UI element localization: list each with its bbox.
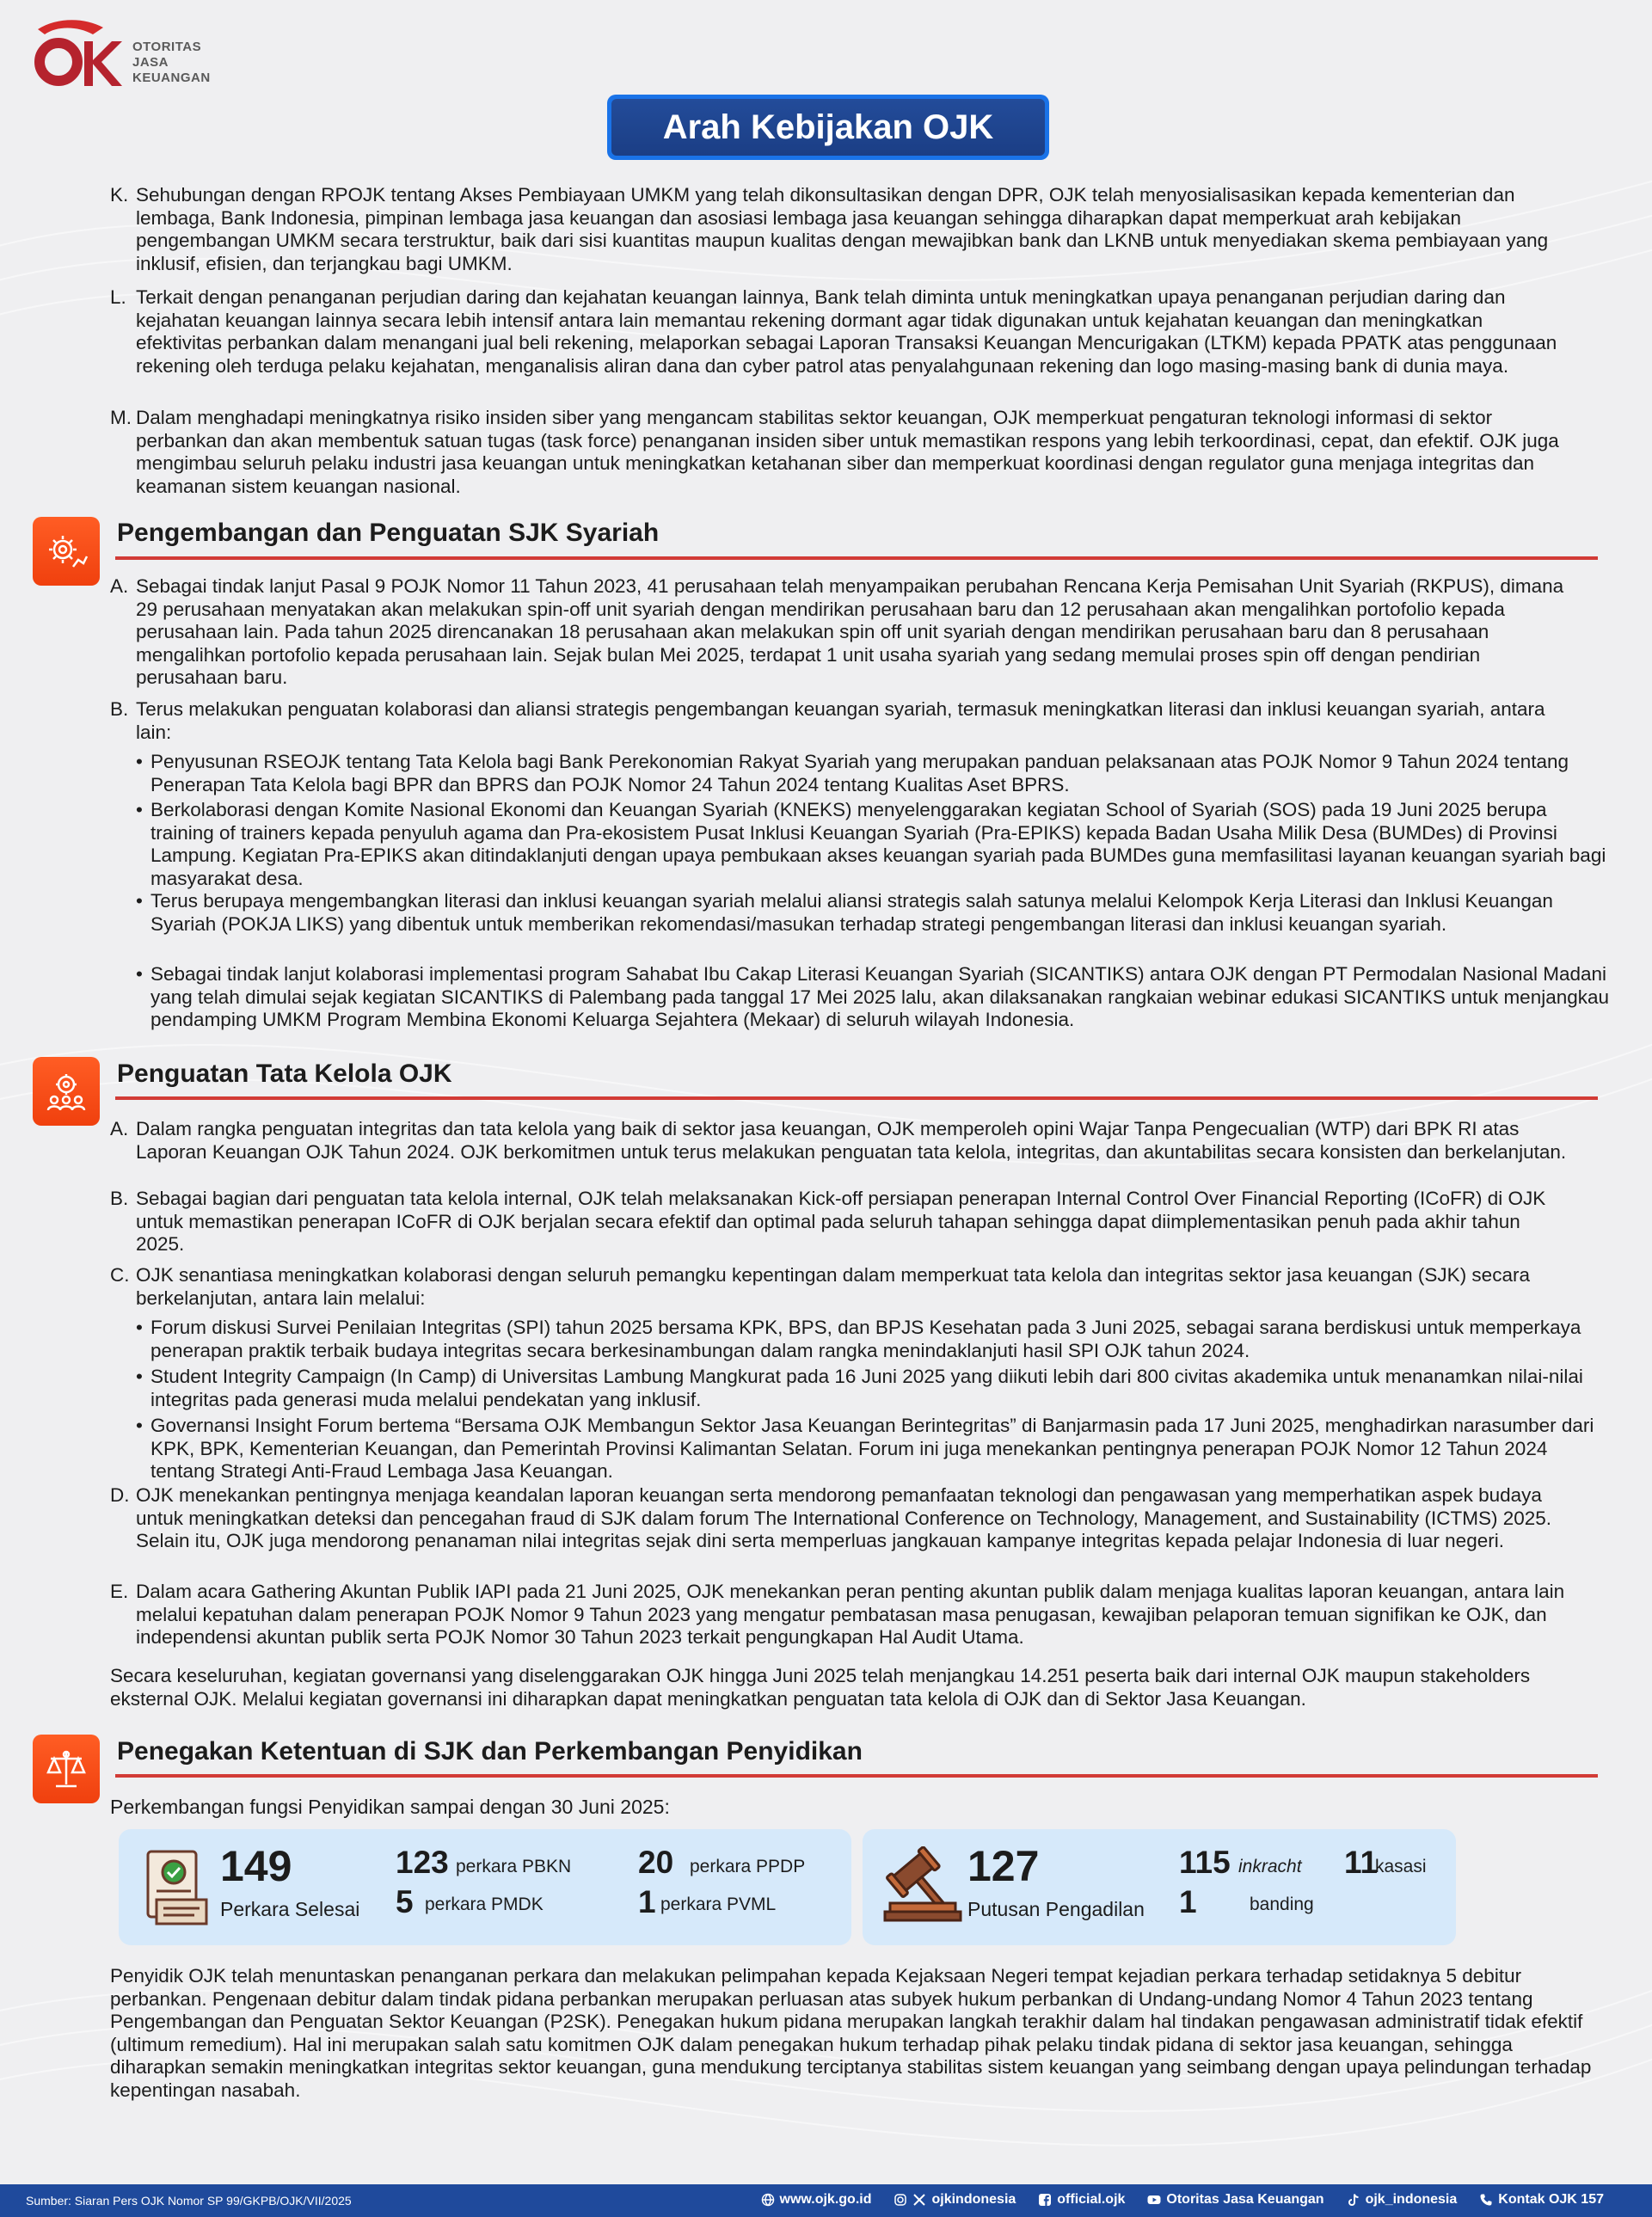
item-letter: B. [110,698,129,720]
item-text: OJK menekankan pentingnya menjaga keandalan laporan keuangan serta mendorong pemanfaatan teknologi dan pengawasan yang memperhatikan aspek budaya untuk meningkatkan deteksi dan pencegahan fraud di SJK dalam forum The International Conference on Technology, Management, and Sustainability (ICTMS) 2025. Selain itu, OJK juga mendorong penanaman nilai integritas sejak dini serta memperluas jangkauan kampanye integritas kepada pelajar Indonesia di luar negeri. [136,1484,1551,1551]
bullet-text: Governansi Insight Forum bertema “Bersama OJK Membangun Sektor Jasa Keuangan Berintegritas” di Banjarmasin pada 17 Juni 2025, menghadirkan narasumber dari KPK, BPK, Kementerian Keuangan, dan Pemerintah Provinsi Kalimantan Selatan. Forum ini juga menekankan pentingnya penerapan POJK Nomor 12 Tahun 2024 tentang Strategi Anti-Fraud Lembaga Jasa Keuangan. [150,1415,1594,1482]
footer-social-x-link[interactable]: ojkindonesia [894,2192,1016,2208]
section-title-penegakan: Penegakan Ketentuan di SJK dan Perkembangan Penyidikan [117,1737,863,1766]
law-scale-icon [33,1735,100,1803]
stats-card-perkara [119,1829,851,1945]
logo-line-3: KEUANGAN [132,71,211,85]
footer-website-link[interactable]: www.ojk.go.id [761,2192,872,2208]
list-item-b [110,698,1572,744]
item-text: Terus melakukan penguatan kolaborasi dan aliansi strategis pengembangan keuangan syariah, termasuk meningkatkan literasi dan inklusi keuangan syariah, antara lain: [136,698,1545,743]
item-letter: A. [110,575,129,597]
sharia-growth-icon [33,517,100,586]
stat-kasasi-value: 11 [1344,1845,1379,1880]
facebook-icon [1038,2193,1052,2207]
section-title-tata-kelola: Penguatan Tata Kelola OJK [117,1059,452,1088]
item-letter: M. [110,407,132,428]
logo-line-2: JASA [132,55,169,70]
list-item-c [110,1264,1572,1310]
list-item-b [110,1188,1572,1256]
section-divider [115,1096,1598,1100]
footer-source: Sumber: Siaran Pers OJK Nomor SP 99/GKPB/OJK/VII/2025 [26,2194,352,2208]
governance-icon [33,1057,100,1126]
item-letter: E. [110,1581,129,1602]
list-item-m [110,407,1572,498]
x-icon [912,2193,926,2207]
page-title: Arah Kebijakan OJK [611,99,1045,156]
bullet-item: • Governansi Insight Forum bertema “Bersama OJK Membangun Sektor Jasa Keuangan Berintegritas” di Banjarmasin pada 17 Juni 2025, menghadirkan narasumber dari KPK, BPK, Kementerian Keuangan, dan Pemerintah Provinsi Kalimantan Selatan. Forum ini juga menekankan pentingnya penerapan POJK Nomor 12 Tahun 2024 tentang Strategi Anti-Fraud Lembaga Jasa Keuangan. [136,1415,1611,1483]
putusan-pengadilan-label: Putusan Pengadilan [967,1898,1145,1920]
list-item-k [110,184,1572,275]
stat-banding-label: banding [1250,1895,1314,1914]
stat-pbkn-label: perkara PBKN [456,1857,572,1876]
item-letter: B. [110,1188,129,1209]
stat-inkracht-value: 115 [1179,1845,1231,1880]
bullet-item: • Sebagai tindak lanjut kolaborasi implementasi program Sahabat Ibu Cakap Literasi Keuangan Syariah (SICANTIKS) antara OJK dengan PT Permodalan Nasional Madani yang telah dimulai sejak kegiatan SICANTIKS di Palembang pada tanggal 17 Mei 2025 lalu, akan dilaksanakan rangkaian webinar edukasi SICANTIKS untuk menjangkau pendamping UMKM Program Membina Ekonomi Keluarga Sejahtera (Mekaar) di seluruh wilayah Indonesia. [136,963,1610,1030]
investigation-closing: Penyidik OJK telah menuntaskan penanganan perkara dan melakukan pelimpahan kepada Kejaksaan Negeri tempat kejadian perkara terhadap setidaknya 5 debitur perbankan. Pengenaan debitur dalam tindak pidana perbankan merupakan perluasan atas subyek hukum perbankan di Undang-undang Nomor 4 Tahun 2023 tentang Pengembangan dan Penguatan Sektor Keuangan (P2SK). Penegakan hukum pidana merupakan langkah terakhir dalam hal tindakan pengawasan administratif tidak efektif (ultimum remedium). Hal ini merupakan salah satu komitmen OJK dalam penegakan hukum terhadap pihak pelaku tindak pidana di sektor jasa keuangan, sehingga diharapkan semakin meningkatkan integritas sektor keuangan, guna mendukung terciptanya stabilitas sistem keuangan yang seimbang dengan upaya pelindungan terhadap kepentingan nasabah. [110,1965,1592,2101]
logo-line-1: OTORITAS [132,40,202,54]
stat-banding-value: 1 [1179,1884,1197,1919]
item-text: Dalam rangka penguatan integritas dan tata kelola yang baik di sektor jasa keuangan, OJK memperoleh opini Wajar Tanpa Pengecualian (WTP) dari BPK RI atas Laporan Keuangan OJK Tahun 2024. OJK berkomitmen untuk terus melakukan penguatan tata kelola, integritas, dan akuntabilitas secara konsisten dan berkelanjutan. [136,1118,1567,1163]
bullet-item: • Terus berupaya mengembangkan literasi dan inklusi keuangan syariah melalui aliansi strategis salah satunya melalui Kelompok Kerja Literasi dan Inklusi Keuangan Syariah (POKJA LIKS) yang dibentuk untuk memberikan rekomendasi/masukan terhadap strategi pengembangan literasi dan inklusi keuangan syariah. [136,890,1611,936]
item-text: Dalam menghadapi meningkatnya risiko insiden siber yang mengancam stabilitas sektor keuangan, OJK memperkuat pengaturan teknologi informasi di sektor perbankan dan akan membentuk satuan tugas (task force) penanganan insiden siber untuk memastikan respons yang lebih terkoordinasi, cepat, dan efektif. OJK juga mengimbau seluruh pelaku industri jasa keuangan untuk meningkatkan ketahanan siber dan memperkuat koordinasi dengan regulator guna menjaga integritas dan keamanan sistem keuangan nasional. [136,407,1559,497]
stat-kasasi-label: kasasi [1375,1857,1427,1876]
bullet-item: • Forum diskusi Survei Penilaian Integritas (SPI) tahun 2025 bersama KPK, BPS, dan BPJS Kesehatan pada 3 Juni 2025, sebagai sarana berdiskusi untuk memperkaya penerapan praktik terbaik budaya integritas secara berkesinambungan dalam rangka menindaklanjuti hasil SPI OJK tahun 2024. [136,1317,1611,1362]
section-divider [115,556,1598,560]
item-text: OJK senantiasa meningkatkan kolaborasi dengan seluruh pemangku kepentingan dalam memperkuat tata kelola dan integritas sektor jasa keuangan (SJK) secara berkelanjutan, antara lain melalui: [136,1264,1530,1309]
section-title-sjk-syariah: Pengembangan dan Penguatan SJK Syariah [117,519,660,547]
page-title-badge [607,95,1049,160]
stats-card-putusan [863,1829,1456,1945]
putusan-pengadilan-value: 127 [967,1842,1040,1890]
document-check-icon [143,1846,212,1929]
stat-pmdk-value: 5 [396,1884,414,1919]
tiktok-icon [1347,2193,1360,2207]
item-text: Terkait dengan penanganan perjudian daring dan kejahatan keuangan lainnya, Bank telah diminta untuk meningkatkan upaya penanganan perjudian daring dan kejahatan keuangan lainnya secara lebih intensif antara lain memantau rekening dormant agar tidak digunakan untuk kejahatan keuangan dan meningkatkan efektivitas perbankan dalam menangani jual beli rekening, melaporkan sebagai Laporan Transaksi Keuangan Mencurigakan (LTKM) kepada PPATK atas penggunaan rekening oleh terduga pelaku kejahatan, menganalisis aliran dana dan cyber patrol atas penyalahgunaan rekening dan logo masing-masing bank di dunia maya. [136,286,1557,377]
list-item-l [110,286,1572,378]
perkara-selesai-label: Perkara Selesai [220,1898,360,1920]
stat-pvml-label: perkara PVML [660,1895,777,1914]
bullet-item: • Berkolaborasi dengan Komite Nasional Ekonomi dan Keuangan Syariah (KNEKS) menyelenggarakan kegiatan School of Syariah (SOS) pada 19 Juni 2025 berupa training of trainers kepada penyuluh agama dan Pra-ekosistem Pusat Inklusi Keuangan Syariah (Pra-EPIKS) kepada Badan Usaha Milik Desa (BUMDes) di Provinsi Lampung. Kegiatan Pra-EPIKS akan ditindaklanjuti dengan upaya pembukaan akses keuangan syariah pada BUMDes guna memfasilitasi layanan keuangan syariah bagi masyarakat desa. [136,799,1611,890]
list-item-a [110,575,1572,690]
perkara-selesai-value: 149 [220,1842,292,1890]
youtube-icon [1147,2193,1161,2207]
footer-tiktok-link[interactable]: ojk_indonesia [1347,2192,1458,2208]
ojk-logo-mark-icon [31,17,126,88]
item-text: Dalam acara Gathering Akuntan Publik IAPI pada 21 Juni 2025, OJK menekankan peran penting akuntan publik dalam menjaga kualitas laporan keuangan, antara lain melalui kepatuhan dalam penerapan POJK Nomor 9 Tahun 2023 yang mengatur pembatasan masa penugasan, kewajiban pelaporan temuan signifikan ke OJK, dan independensi akuntan publik serta POJK Nomor 30 Tahun 2023 terkait pengungkapan Hal Audit Utama. [136,1581,1565,1648]
item-letter: D. [110,1484,130,1506]
bullet-text: Sebagai tindak lanjut kolaborasi implementasi program Sahabat Ibu Cakap Literasi Keuangan Syariah (SICANTIKS) antara OJK dengan PT Permodalan Nasional Madani yang telah dimulai sejak kegiatan SICANTIKS di Palembang pada tanggal 17 Mei 2025 lalu, akan dilaksanakan rangkaian webinar edukasi SICANTIKS untuk menjangkau pendamping UMKM Program Membina Ekonomi Keluarga Sejahtera (Mekaar) di seluruh wilayah Indonesia. [150,963,1610,1030]
item-letter: L. [110,286,126,308]
bullet-text: Student Integrity Campaign (In Camp) di Universitas Lambung Mangkurat pada 16 Juni 2025 yang diikuti lebih dari 800 civitas akademika untuk menanamkan nilai-nilai integritas pada generasi muda melalui pendekatan yang inklusif. [150,1366,1583,1410]
investigation-subtitle: Perkembangan fungsi Penyidikan sampai dengan 30 Juni 2025: [110,1796,670,1818]
item-text: Sebagai bagian dari penguatan tata kelola internal, OJK telah melaksanakan Kick-off persiapan penerapan Internal Control Over Financial Reporting (ICoFR) di OJK untuk memastikan penerapan ICoFR di OJK berjalan secara efektif dan optimal pada seluruh tahapan sehingga dapat diimplementasikan penuh pada akhir tahun 2025. [136,1188,1546,1255]
item-text: Sehubungan dengan RPOJK tentang Akses Pembiayaan UMKM yang telah dikonsultasikan dengan DPR, OJK telah menyosialisasikan kepada kementerian dan lembaga, Bank Indonesia, pimpinan lembaga jasa keuangan dan asosiasi lembaga jasa keuangan sehingga diharapkan dapat memperkuat arah kebijakan pengembangan UMKM secara terstruktur, baik dari sisi kuantitas maupun kualitas dengan mewajibkan bank dan LKNB untuk menyediakan skema pembiayaan yang inklusif, efisien, dan terjangkau bagi UMKM. [136,184,1549,274]
stat-pmdk-label: perkara PMDK [425,1895,544,1914]
bullet-text: Penyusunan RSEOJK tentang Tata Kelola bagi Bank Perekonomian Rakyat Syariah yang merupakan panduan pelaksanaan atas POJK Nomor 9 Tahun 2024 tentang Penerapan Tata Kelola bagi BPR dan BPRS dan POJK Nomor 24 Tahun 2024 tentang Kualitas Aset BPRS. [150,751,1569,795]
footer-facebook-link[interactable]: official.ojk [1038,2192,1125,2208]
footer-contact-link[interactable]: Kontak OJK 157 [1479,2192,1604,2208]
stat-ppdp-label: perkara PPDP [690,1857,806,1876]
phone-icon [1479,2193,1493,2207]
globe-icon [761,2193,775,2207]
list-item-d [110,1484,1572,1553]
stat-pbkn-value: 123 [396,1845,449,1880]
footer-youtube-link[interactable]: Otoritas Jasa Keuangan [1147,2192,1323,2208]
stat-inkracht-label: inkracht [1238,1857,1302,1876]
item-letter: C. [110,1264,130,1286]
governance-summary: Secara keseluruhan, kegiatan governansi yang diselenggarakan OJK hingga Juni 2025 telah menjangkau 14.251 peserta baik dari internal OJK maupun stakeholders eksternal OJK. Melalui kegiatan governansi ini diharapkan dapat meningkatkan penguatan tata kelola di OJK dan di Sektor Jasa Keuangan. [110,1665,1531,1710]
item-letter: A. [110,1118,129,1139]
item-letter: K. [110,184,129,206]
bullet-text: Berkolaborasi dengan Komite Nasional Ekonomi dan Keuangan Syariah (KNEKS) menyelenggarakan kegiatan School of Syariah (SOS) pada 19 Juni 2025 berupa training of trainers kepada penyuluh agama dan Pra-ekosistem Pusat Inklusi Keuangan Syariah (Pra-EPIKS) kepada Badan Usaha Milik Desa (BUMDes) di Provinsi Lampung. Kegiatan Pra-EPIKS akan ditindaklanjuti dengan upaya pembukaan akses keuangan syariah pada BUMDes guna memfasilitasi layanan keuangan syariah bagi masyarakat desa. [150,799,1606,889]
section-divider [115,1774,1598,1778]
bullet-item: • Student Integrity Campaign (In Camp) di Universitas Lambung Mangkurat pada 16 Juni 2025 yang diikuti lebih dari 800 civitas akademika untuk menanamkan nilai-nilai integritas pada generasi muda melalui pendekatan yang inklusif. [136,1366,1611,1411]
item-text: Sebagai tindak lanjut Pasal 9 POJK Nomor 11 Tahun 2023, 41 perusahaan telah menyampaikan perubahan Rencana Kerja Pemisahan Unit Syariah (RKPUS), dimana 29 perusahaan menyatakan akan melakukan spin-off unit syariah dengan mendirikan perusahaan baru dan 12 perusahaan akan mengalihkan portofolio kepada perusahaan lain. Pada tahun 2025 direncanakan 18 perusahaan akan melakukan spin off unit syariah dengan mendirikan perusahaan baru dan 8 perusahaan mengalihkan portofolio kepada perusahaan lain. Sejak bulan Mei 2025, terdapat 1 unit usaha syariah yang sedang memulai proses spin off dengan pendirian perusahaan baru. [136,575,1564,688]
list-item-a [110,1118,1572,1164]
bullet-text: Terus berupaya mengembangkan literasi dan inklusi keuangan syariah melalui aliansi strategis salah satunya melalui Kelompok Kerja Literasi dan Inklusi Keuangan Syariah (POKJA LIKS) yang dibentuk untuk memberikan rekomendasi/masukan terhadap strategi pengembangan literasi dan inklusi keuangan syariah. [150,890,1553,935]
footer-bar [0,2184,1652,2217]
stat-ppdp-value: 20 [638,1845,674,1880]
ojk-logo [31,17,229,95]
gavel-icon [883,1846,962,1925]
bullet-item: • Penyusunan RSEOJK tentang Tata Kelola bagi Bank Perekonomian Rakyat Syariah yang merupakan panduan pelaksanaan atas POJK Nomor 9 Tahun 2024 tentang Penerapan Tata Kelola bagi BPR dan BPRS dan POJK Nomor 24 Tahun 2024 tentang Kualitas Aset BPRS. [136,751,1611,796]
instagram-icon [894,2193,907,2207]
stat-pvml-value: 1 [638,1884,656,1919]
list-item-e [110,1581,1572,1649]
bullet-text: Forum diskusi Survei Penilaian Integritas (SPI) tahun 2025 bersama KPK, BPS, dan BPJS Kesehatan pada 3 Juni 2025, sebagai sarana berdiskusi untuk memperkaya penerapan praktik terbaik budaya integritas secara berkesinambungan dalam rangka menindaklanjuti hasil SPI OJK tahun 2024. [150,1317,1581,1361]
